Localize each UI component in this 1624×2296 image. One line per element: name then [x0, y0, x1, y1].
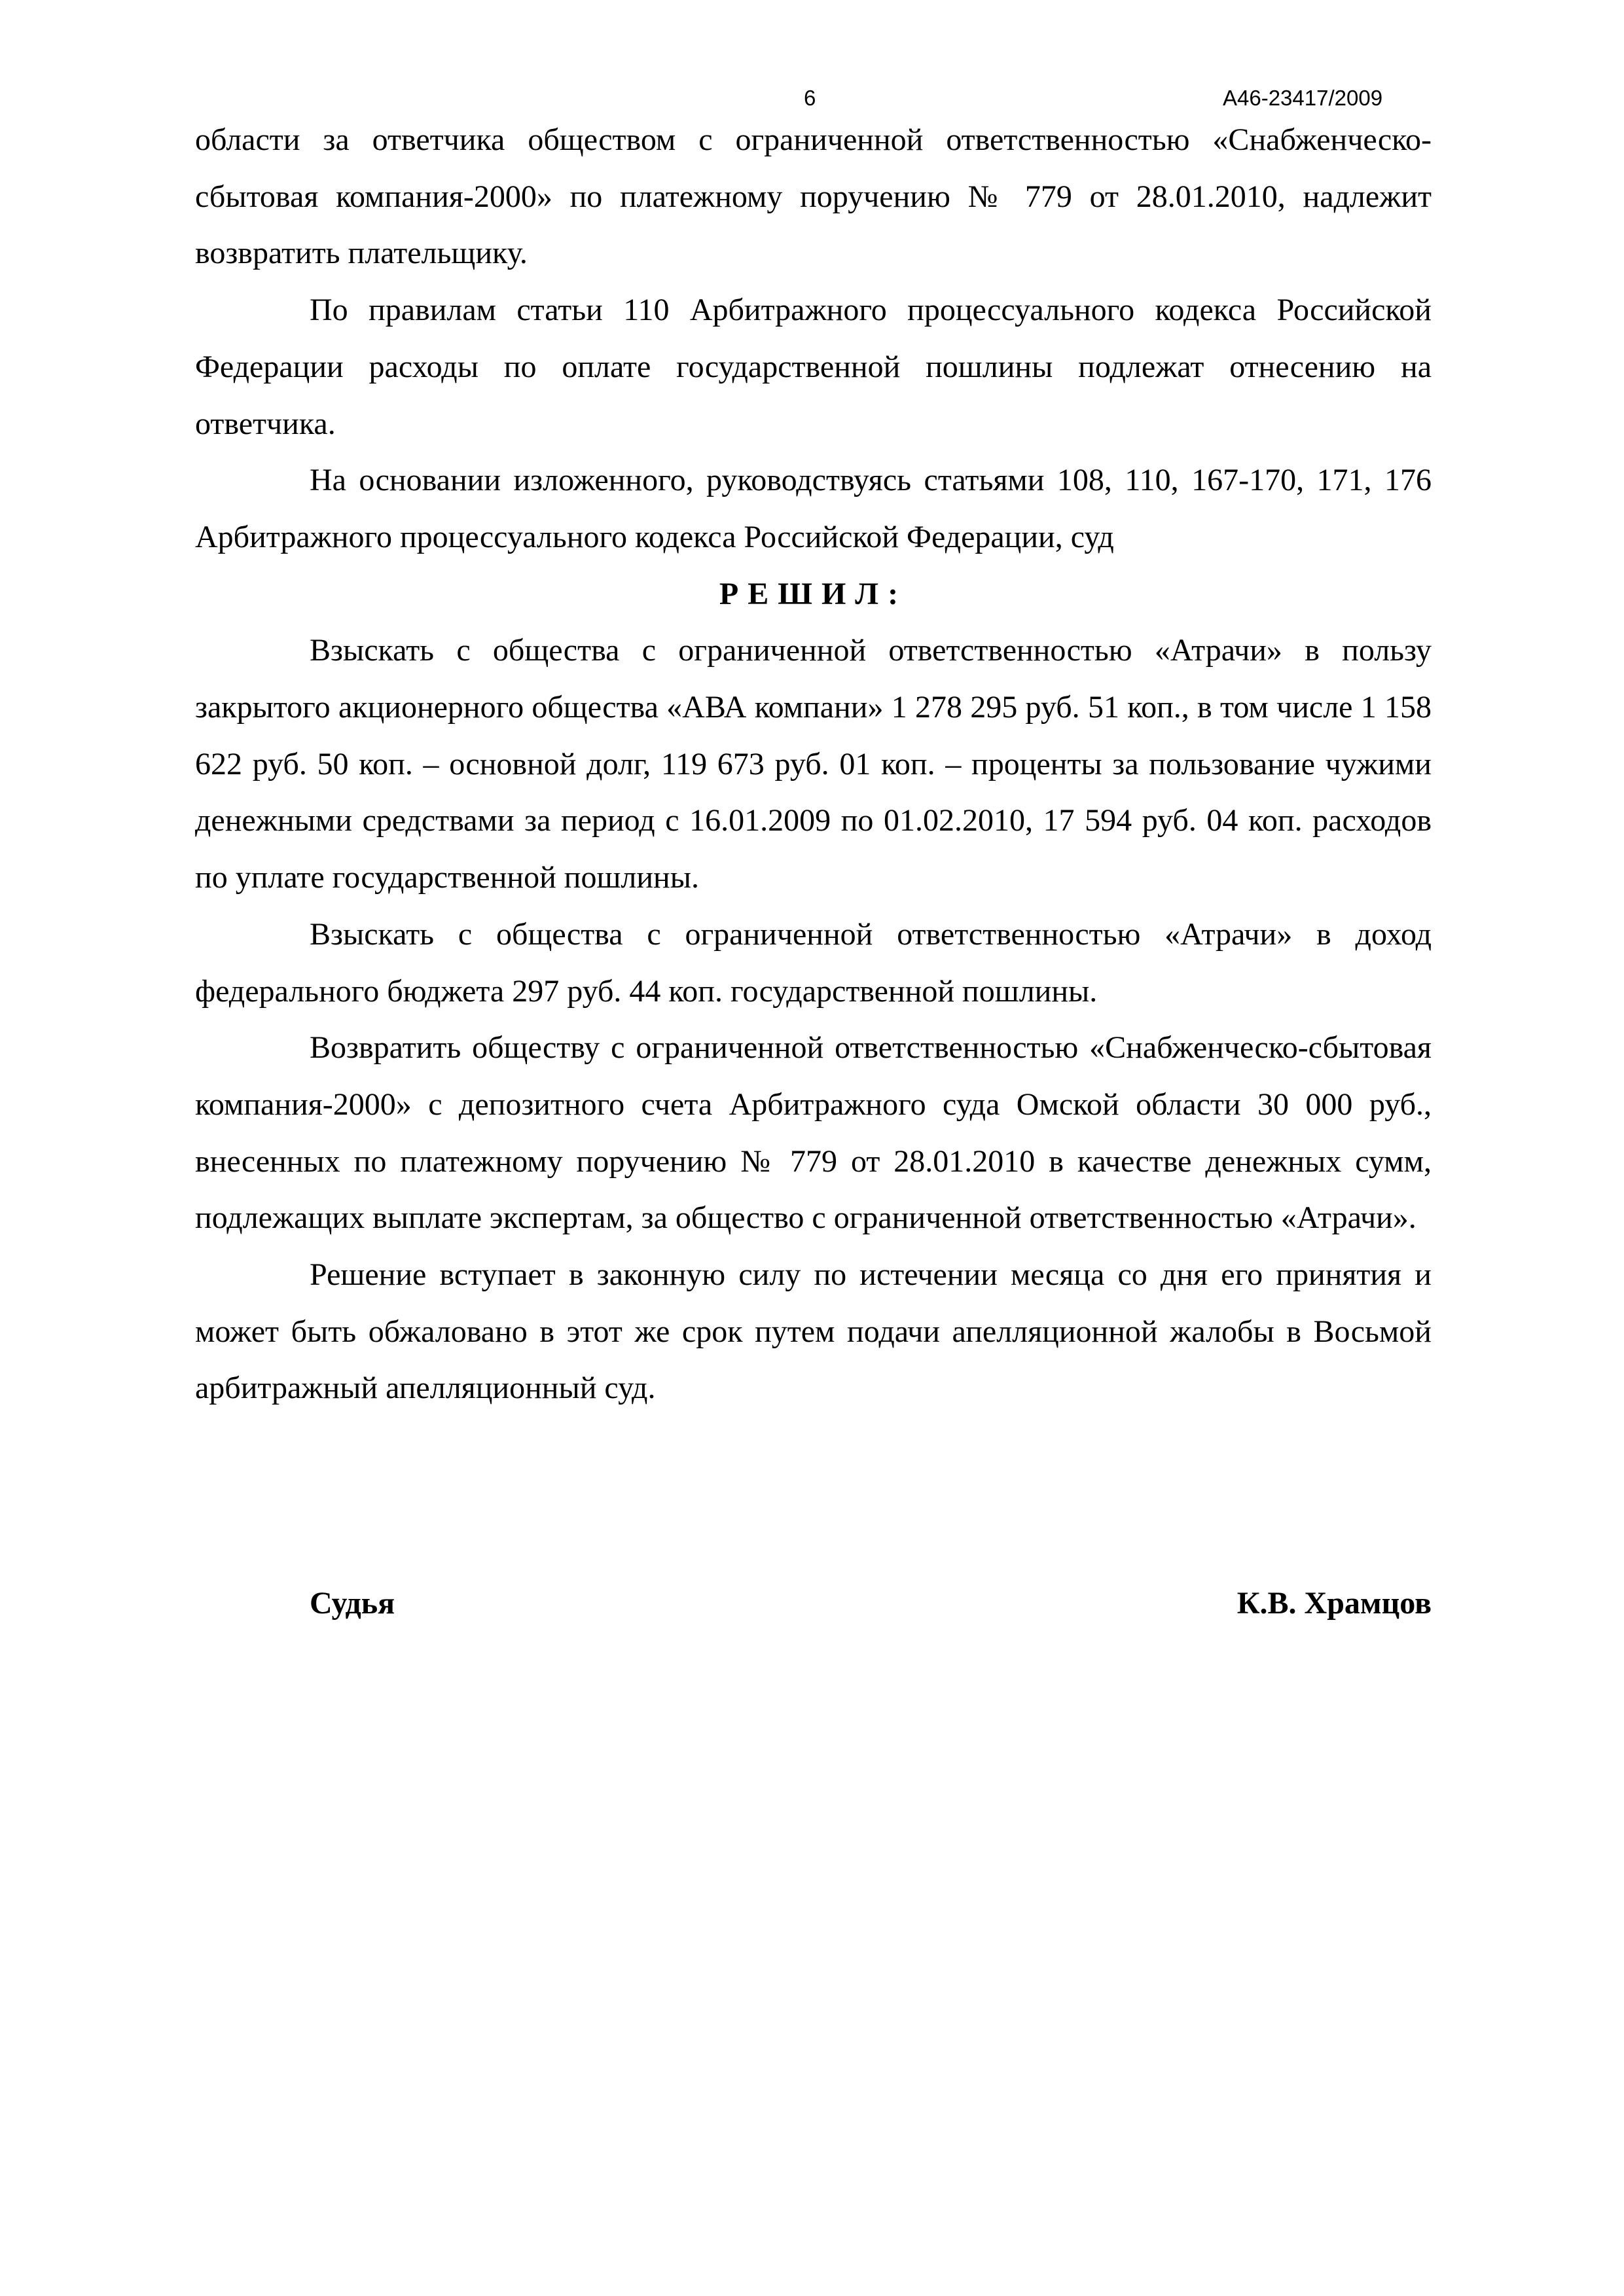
- paragraph-court-fees: По правилам статьи 110 Арбитражного процессуального кодекса Российской Федерации расходы по оплате государственной пошлины подлежат отнесению на ответчика.: [195, 293, 1432, 441]
- case-number: А46-23417/2009: [1223, 86, 1383, 110]
- page-number: 6: [804, 86, 816, 110]
- paragraph-recover-budget: Взыскать с общества с ограниченной ответственностью «Атрачи» в доход федерального бюджета 297 руб. 44 коп. государственной пошлины.: [195, 916, 1432, 1009]
- paragraph-refund-deposit: Возвратить обществу с ограниченной ответственностью «Снабженческо-сбытовая компания-2000» с депозитного счета Арбитражного суда Омской области 30 000 руб., внесенных по платежному поручению № 779 от 28.01.2010 в качестве денежных сумм, подлежащих выплате экспертам, за общество с ограниченной ответственностью «Атрачи».: [195, 1030, 1432, 1236]
- paragraph-grounds: На основании изложенного, руководствуясь статьями 108, 110, 167-170, 171, 176 Арбитражного процессуального кодекса Российской Федерации, суд: [195, 463, 1432, 554]
- paragraph-recover-debt: Взыскать с общества с ограниченной ответственностью «Атрачи» в пользу закрытого акционерного общества «АВА компани» 1 278 295 руб. 51 коп., в том числе 1 158 622 руб. 50 коп. – основной долг, 119 673 руб. 01 коп. – проценты за пользование чужими денежными средствами за период с 16.01.2009 по 01.02.2010, 17 594 руб. 04 коп. расходов по уплате государственной пошлины.: [195, 633, 1432, 895]
- decision-heading: РЕШИЛ:: [719, 576, 908, 611]
- paragraph-continuation: области за ответчика обществом с ограниченной ответственностью «Снабженческо-сбытовая компания-2000» по платежному поручению № 779 от 28.01.2010, надлежит возвратить плательщику.: [195, 122, 1432, 271]
- signature-role: Судья: [310, 1586, 395, 1621]
- signature-name: К.В. Храмцов: [1236, 1586, 1432, 1621]
- paragraph-appeal: Решение вступает в законную силу по истечении месяца со дня его принятия и может быть обжаловано в этот же срок путем подачи апелляционной жалобы в Восьмой арбитражный апелляционный суд.: [195, 1257, 1432, 1406]
- document-body: [195, 112, 1432, 1417]
